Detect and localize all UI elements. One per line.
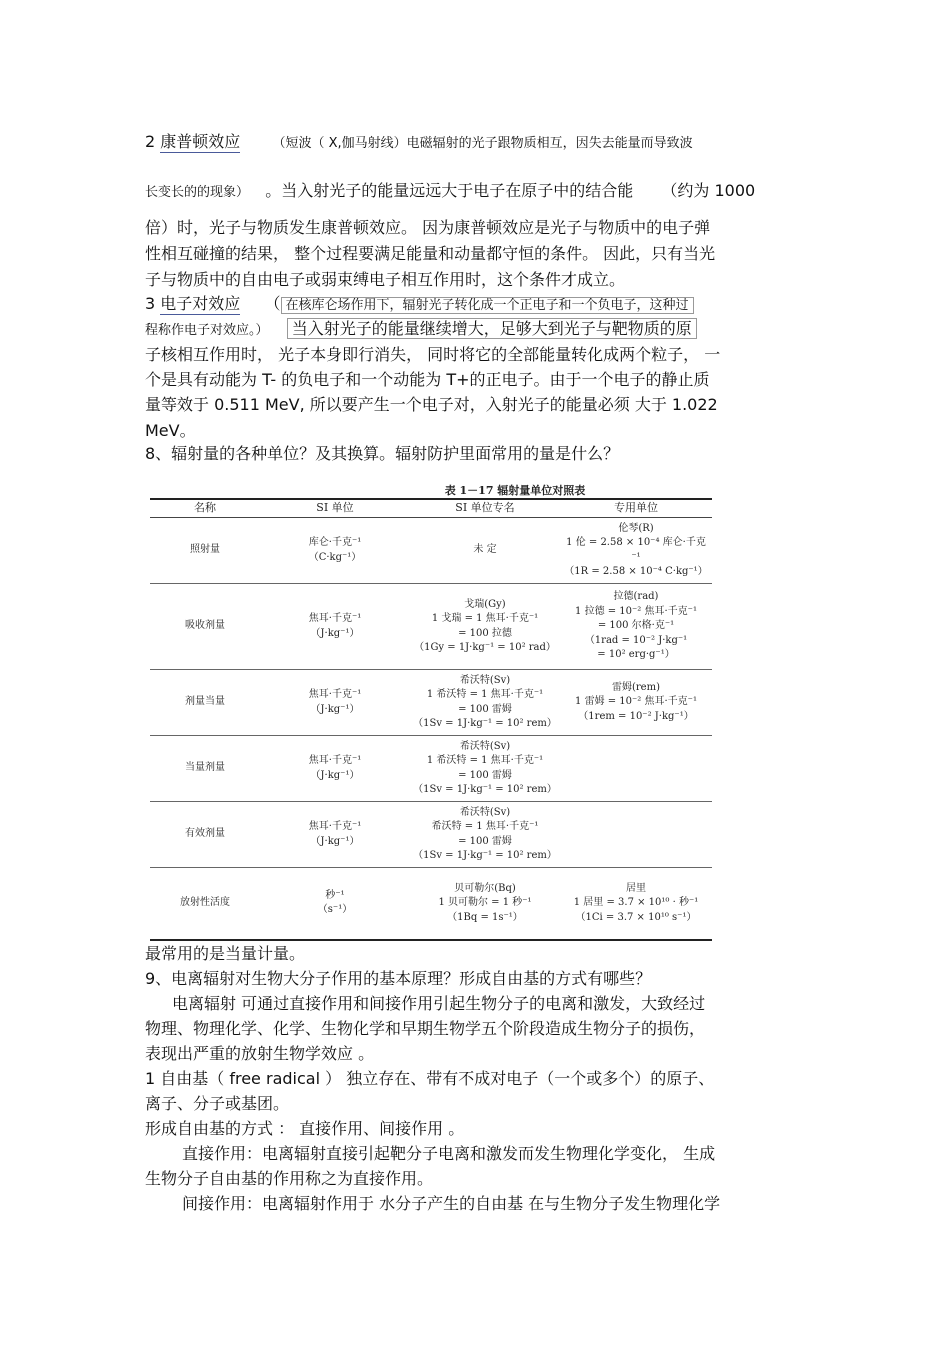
si-special-name-cell-line: 戈瑞(Gy) xyxy=(464,598,506,610)
pair-line-4: 个是具有动能为 T- 的负电子和一个动能为 T+的正电子。由于一个电子的静止质 xyxy=(145,370,710,389)
si-unit-cell-line: 焦耳·千克⁻¹ xyxy=(308,689,362,700)
si-special-name-cell-line: = 100 雷姆 xyxy=(458,769,512,781)
si-unit-cell xyxy=(260,584,410,670)
si-unit-cell xyxy=(260,670,410,736)
si-unit-cell-line: 焦耳·千克⁻¹ xyxy=(308,613,362,624)
si-special-name-cell-line: 希沃特(Sv) xyxy=(459,674,511,686)
compton-definition: （短波（ X,伽马射线）电磁辐射的光子跟物质相互，因失去能量而导致波 xyxy=(272,136,693,151)
si-special-name-cell-line: = 100 雷姆 xyxy=(458,703,512,715)
si-special-name-cell-line: （1Bq = 1s⁻¹） xyxy=(447,911,523,923)
si-special-name-cell xyxy=(410,736,560,802)
special-unit-cell xyxy=(560,802,712,868)
si-unit-cell-line: （J·kg⁻¹） xyxy=(310,627,360,639)
si-unit-cell xyxy=(260,802,410,868)
si-special-name-cell-line: （1Sv = 1J·kg⁻¹ = 10² rem） xyxy=(413,850,557,861)
special-unit-cell-line: 伦琴(R) xyxy=(618,522,654,534)
quantity-name-cell: 剂量当量 xyxy=(185,696,225,708)
pair-line-6: MeV。 xyxy=(145,421,196,440)
compton-line-3: 倍）时，光子与物质发生康普顿效应。 因为康普顿效应是光子与物质中的电子弹 xyxy=(145,218,711,237)
si-special-name-cell-line: 贝可勒尔(Bq) xyxy=(454,882,516,894)
si-unit-cell-line: 秒⁻¹ xyxy=(325,889,345,901)
table-row xyxy=(150,518,712,584)
pair-definition: 在核库仑场作用下，辐射光子转化成一个正电子和一个负电子，这种过 xyxy=(281,297,694,314)
header-name: 名称 xyxy=(194,501,216,515)
special-unit-cell xyxy=(560,584,712,670)
compton-title: 康普顿效应 xyxy=(160,132,241,151)
pair-number: 3 xyxy=(145,294,156,313)
special-unit-cell-line: 居里 xyxy=(626,882,646,894)
special-unit-cell-line: （1rad = 10⁻² J·kg⁻¹ xyxy=(584,634,688,646)
special-unit-cell-line: 雷姆(rem) xyxy=(612,681,660,693)
special-unit-cell xyxy=(560,518,712,584)
p9-line-2: 物理、物理化学、化学、生物化学和早期生物学五个阶段造成生物分子的损伤， xyxy=(145,1019,706,1038)
si-special-name-cell xyxy=(410,518,560,584)
p9-line-1: 电离辐射 可通过直接作用和间接作用引起生物分子的电离和激发，大致经过 xyxy=(172,994,706,1013)
compton-heading-line xyxy=(145,132,693,154)
si-special-name-cell xyxy=(410,802,560,868)
quantity-name-cell: 当量剂量 xyxy=(185,762,225,774)
si-special-name-cell-line: 希沃特 = 1 焦耳·千克⁻¹ xyxy=(431,821,539,832)
si-unit-cell-line: 焦耳·千克⁻¹ xyxy=(308,755,362,766)
si-unit-cell-line: 库仑·千克⁻¹ xyxy=(308,537,362,548)
special-unit-cell-line: = 100 尔格·克⁻¹ xyxy=(597,620,675,632)
compton-line-5: 子与物质中的自由电子或弱束缚电子相互作用时，这个条件才成立。 xyxy=(145,270,626,289)
question-8: 8、辐射量的各种单位？及其换算。辐射防护里面常用的量是什么？ xyxy=(145,444,620,463)
si-special-name-cell-line: 未 定 xyxy=(473,544,497,556)
table-row xyxy=(150,670,712,736)
compton-line-4: 性相互碰撞的结果， 整个过程要满足能量和动量都守恒的条件。 因此，只有当光 xyxy=(145,244,716,263)
table-row xyxy=(150,802,712,868)
direct-action-2: 生物分子自由基的作用称之为直接作用。 xyxy=(145,1169,434,1188)
quantity-name-cell: 放射性活度 xyxy=(180,897,230,908)
p9-line-3: 表现出严重的放射生物学效应 。 xyxy=(145,1044,375,1063)
quantity-name-cell: 照射量 xyxy=(190,544,220,556)
quantity-name-cell: 有效剂量 xyxy=(185,828,225,840)
compton-number: 2 xyxy=(145,132,156,151)
radiation-units-table xyxy=(150,498,712,941)
si-unit-cell-line: （J·kg⁻¹） xyxy=(310,703,360,715)
special-unit-cell-line: （1R = 2.58 × 10⁻⁴ C·kg⁻¹） xyxy=(564,566,708,577)
si-special-name-cell-line: = 100 拉德 xyxy=(458,627,512,639)
si-unit-cell xyxy=(260,518,410,584)
most-common-quantity: 最常用的是当量计量。 xyxy=(145,944,306,963)
si-special-name-cell xyxy=(410,670,560,736)
si-unit-cell-line: （J·kg⁻¹） xyxy=(310,769,360,781)
si-special-name-cell-line: 1 希沃特 = 1 焦耳·千克⁻¹ xyxy=(426,755,544,766)
special-unit-cell xyxy=(560,868,712,940)
special-unit-cell-line: 1 拉德 = 10⁻² 焦耳·千克⁻¹ xyxy=(575,605,697,617)
compton-definition-end: 长变长的的现象） xyxy=(145,185,250,200)
compton-text-2-tail: （约为 1000 xyxy=(661,181,756,200)
pair-title: 电子对效应 xyxy=(160,294,241,313)
pair-definition-end: 程称作电子对效应。） xyxy=(145,323,269,338)
si-unit-cell-line: （J·kg⁻¹） xyxy=(310,835,360,847)
direct-action-1: 直接作用：电离辐射直接引起靶分子电离和激发而发生物理化学变化， 生成 xyxy=(182,1144,716,1163)
header-si-unit: SI 单位 xyxy=(316,501,354,515)
si-unit-cell-line: （s⁻¹） xyxy=(317,904,353,916)
si-unit-cell-line: 焦耳·千克⁻¹ xyxy=(308,821,362,832)
free-radical-def-1: 1 自由基（ free radical ） 独立存在、带有不成对电子（一个或多个）的原子、 xyxy=(145,1069,715,1088)
table-row xyxy=(150,736,712,802)
header-special-unit: 专用单位 xyxy=(614,501,658,515)
compton-text-2: 。当入射光子的能量远远大于电子在原子中的结合能 xyxy=(265,181,634,200)
si-special-name-cell-line: 希沃特(Sv) xyxy=(459,806,511,818)
special-unit-cell xyxy=(560,670,712,736)
special-unit-cell-line: （1rem = 10⁻² J·kg⁻¹） xyxy=(578,710,694,722)
si-special-name-cell-line: 1 戈瑞 = 1 焦耳·千克⁻¹ xyxy=(431,613,539,624)
pair-heading-line xyxy=(145,294,694,316)
special-unit-cell-line: 1 居里 = 3.7 × 10¹⁰ · 秒⁻¹ xyxy=(573,897,699,908)
pair-line-2 xyxy=(145,319,697,341)
indirect-action-1: 间接作用：电离辐射作用于 水分子产生的自由基 在与生物分子发生物理化学 xyxy=(182,1194,721,1213)
si-special-name-cell xyxy=(410,868,560,940)
quantity-name-cell: 吸收剂量 xyxy=(185,620,225,632)
table-header-row xyxy=(150,499,712,518)
si-special-name-cell-line: （1Sv = 1J·kg⁻¹ = 10² rem） xyxy=(413,718,557,729)
si-special-name-cell-line: （1Sv = 1J·kg⁻¹ = 10² rem） xyxy=(413,784,557,795)
free-radical-def-2: 离子、分子或基团。 xyxy=(145,1094,290,1113)
pair-paren-open: （ xyxy=(264,294,281,313)
formation-ways: 形成自由基的方式 ： 直接作用、间接作用 。 xyxy=(145,1119,465,1138)
si-unit-cell xyxy=(260,868,410,940)
pair-line-3: 子核相互作用时， 光子本身即行消失， 同时将它的全部能量转化成两个粒子， 一 xyxy=(145,345,721,364)
pair-text-2: 当入射光子的能量继续增大，足够大到光子与靶物质的原 xyxy=(287,318,697,339)
header-si-special-name: SI 单位专名 xyxy=(455,501,515,515)
si-unit-cell-line: （C·kg⁻¹） xyxy=(308,551,362,563)
si-special-name-cell-line: 1 贝可勒尔 = 1 秒⁻¹ xyxy=(438,897,532,908)
si-special-name-cell-line: 1 希沃特 = 1 焦耳·千克⁻¹ xyxy=(426,689,544,700)
special-unit-cell-line: = 10² erg·g⁻¹） xyxy=(597,649,675,661)
si-special-name-cell-line: = 100 雷姆 xyxy=(458,835,512,847)
question-9: 9、电离辐射对生物大分子作用的基本原理？形成自由基的方式有哪些？ xyxy=(145,969,652,988)
special-unit-cell-line: （1Ci = 3.7 × 10¹⁰ s⁻¹） xyxy=(575,911,697,923)
table-caption: 表 1－17 辐射量单位对照表 xyxy=(444,484,586,497)
compton-line-2 xyxy=(145,181,755,203)
table-row xyxy=(150,584,712,670)
si-special-name-cell-line: （1Gy = 1J·kg⁻¹ = 10² rad） xyxy=(414,642,556,653)
si-special-name-cell-line: 希沃特(Sv) xyxy=(459,740,511,752)
pair-line-5: 量等效于 0.511 MeV, 所以要产生一个电子对，入射光子的能量必须 大于 1.022 xyxy=(145,395,718,414)
special-unit-cell xyxy=(560,736,712,802)
radiation-units-table-figure xyxy=(150,482,712,922)
table-row xyxy=(150,868,712,940)
special-unit-cell-line: 1 伦 = 2.58 × 10⁻⁴ 库仑·千克⁻¹ xyxy=(566,537,706,563)
si-unit-cell xyxy=(260,736,410,802)
special-unit-cell-line: 1 雷姆 = 10⁻² 焦耳·千克⁻¹ xyxy=(575,696,697,708)
si-special-name-cell xyxy=(410,584,560,670)
special-unit-cell-line: 拉德(rad) xyxy=(613,591,659,603)
